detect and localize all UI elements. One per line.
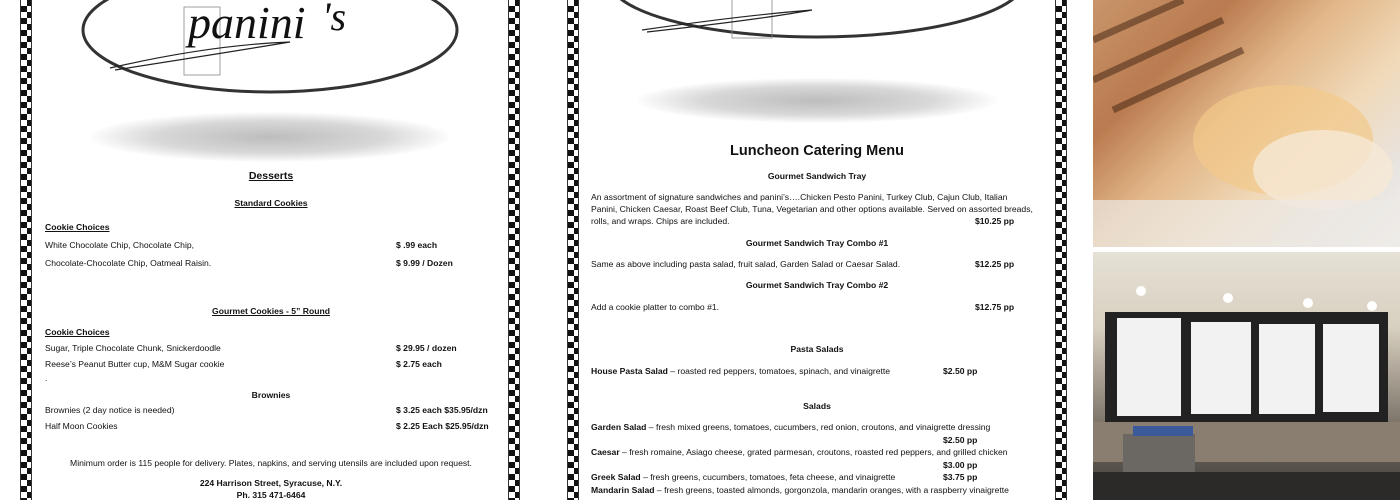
- menu-price: $3.75 pp: [943, 472, 978, 482]
- standard-cookies-heading: Standard Cookies: [234, 198, 308, 208]
- paninis-logo: [597, 0, 1037, 40]
- menu-board-scene: [1093, 252, 1400, 500]
- checker-border-right: [1055, 0, 1067, 500]
- item-name: Mandarin Salad: [591, 485, 655, 495]
- menu-price: $3.00 pp: [943, 460, 978, 470]
- item-name: Caesar: [591, 447, 620, 457]
- menu-price: $2.50 pp: [943, 435, 978, 445]
- restaurant-counter-photo: [1093, 252, 1400, 500]
- desserts-heading: Desserts: [248, 170, 294, 182]
- phone: Ph. 315 471-6464: [236, 490, 306, 500]
- grill-marks: [1093, 0, 1400, 247]
- brownies-heading: Brownies: [251, 390, 291, 400]
- checker-border-left: [567, 0, 579, 500]
- menu-item: [591, 422, 990, 433]
- cookie-choices-label: Cookie Choices: [45, 222, 110, 232]
- menu-item: Brownies (2 day notice is needed): [45, 405, 175, 415]
- tray-description: Panini, Chicken Caesar, Roast Beef Club, Tuna, Vegetarian and other options available. Served on assorted breads,: [591, 204, 1033, 214]
- combo2-description: Add a cookie platter to combo #1.: [591, 302, 720, 312]
- menu-price: $ 9.99 / Dozen: [396, 258, 453, 268]
- item-name: Garden Salad: [591, 422, 647, 432]
- menu-item: Reese’s Peanut Butter cup, M&M Sugar cookie: [45, 359, 225, 369]
- item-desc: – fresh greens, cucumbers, tomatoes, feta cheese, and vinaigrette: [640, 472, 896, 482]
- svg-text:'s: 's: [322, 0, 347, 39]
- cookie-choices-label: Cookie Choices: [45, 327, 110, 337]
- menu-price: $12.25 pp: [975, 259, 1015, 269]
- combo2-heading: Gourmet Sandwich Tray Combo #2: [745, 280, 889, 290]
- item-desc: – fresh romaine, Asiago cheese, grated parmesan, croutons, roasted red peppers, and grilled chicken: [619, 447, 1008, 457]
- desserts-menu-page: [20, 0, 522, 500]
- item-name: Greek Salad: [591, 472, 641, 482]
- stray-mark: .: [45, 373, 48, 383]
- minimum-order-note: Minimum order is 115 people for delivery. Plates, napkins, and serving utensils are included upon request.: [70, 458, 472, 468]
- menu-item: [591, 472, 895, 483]
- logo-shadow: [90, 112, 450, 162]
- menu-price: $10.25 pp: [975, 216, 1015, 226]
- gourmet-cookies-heading: Gourmet Cookies - 5” Round: [212, 306, 330, 316]
- pasta-salads-heading: Pasta Salads: [790, 344, 844, 354]
- menu-price: $ .99 each: [396, 240, 438, 250]
- menu-price: $ 3.25 each $35.95/dzn: [396, 405, 488, 415]
- tray-description: rolls, and wraps. Chips are included.: [591, 216, 730, 226]
- item-name: House Pasta Salad: [591, 366, 668, 376]
- item-desc: – fresh mixed greens, tomatoes, cucumbers, red onion, croutons, and vinaigrette dressing: [646, 422, 991, 432]
- panini-sandwich-photo: [1093, 0, 1400, 247]
- item-desc: – roasted red peppers, tomatoes, spinach, and vinaigrette: [667, 366, 891, 376]
- menu-item: Sugar, Triple Chocolate Chunk, Snickerdoodle: [45, 343, 221, 353]
- menu-price: $2.50 pp: [943, 366, 978, 376]
- menu-item: White Chocolate Chip, Chocolate Chip,: [45, 240, 195, 250]
- sandwich-tray-heading: Gourmet Sandwich Tray: [767, 171, 867, 181]
- svg-text:panini: panini: [188, 0, 306, 48]
- paninis-logo: [60, 0, 480, 100]
- checker-border-right: [508, 0, 520, 500]
- luncheon-menu-page: [567, 0, 1069, 500]
- checker-border-left: [20, 0, 32, 500]
- combo1-heading: Gourmet Sandwich Tray Combo #1: [745, 238, 889, 248]
- combo1-description: Same as above including pasta salad, fruit salad, Garden Salad or Caesar Salad.: [591, 259, 901, 269]
- menu-item: Chocolate-Chocolate Chip, Oatmeal Raisin.: [45, 258, 212, 268]
- logo-shadow: [637, 78, 997, 123]
- tray-description: An assortment of signature sandwiches and panini’s….Chicken Pesto Panini, Turkey Club, Cajun Club, Italian: [591, 192, 1008, 202]
- salads-heading: Salads: [803, 401, 831, 411]
- menu-item: [591, 485, 1009, 496]
- address: 224 Harrison Street, Syracuse, N.Y.: [199, 478, 343, 488]
- menu-price: $ 2.75 each: [396, 359, 442, 369]
- menu-price: $ 2.25 Each $25.95/dzn: [396, 421, 489, 431]
- page-title: Luncheon Catering Menu: [730, 143, 904, 159]
- menu-item: [591, 447, 1008, 458]
- menu-price: $ 29.95 / dozen: [396, 343, 457, 353]
- menu-item: Half Moon Cookies: [45, 421, 118, 431]
- menu-item: [591, 366, 890, 377]
- item-desc: – fresh greens, toasted almonds, gorgonzola, mandarin oranges, with a raspberry vinaigrette: [654, 485, 1009, 495]
- menu-price: $12.75 pp: [975, 302, 1015, 312]
